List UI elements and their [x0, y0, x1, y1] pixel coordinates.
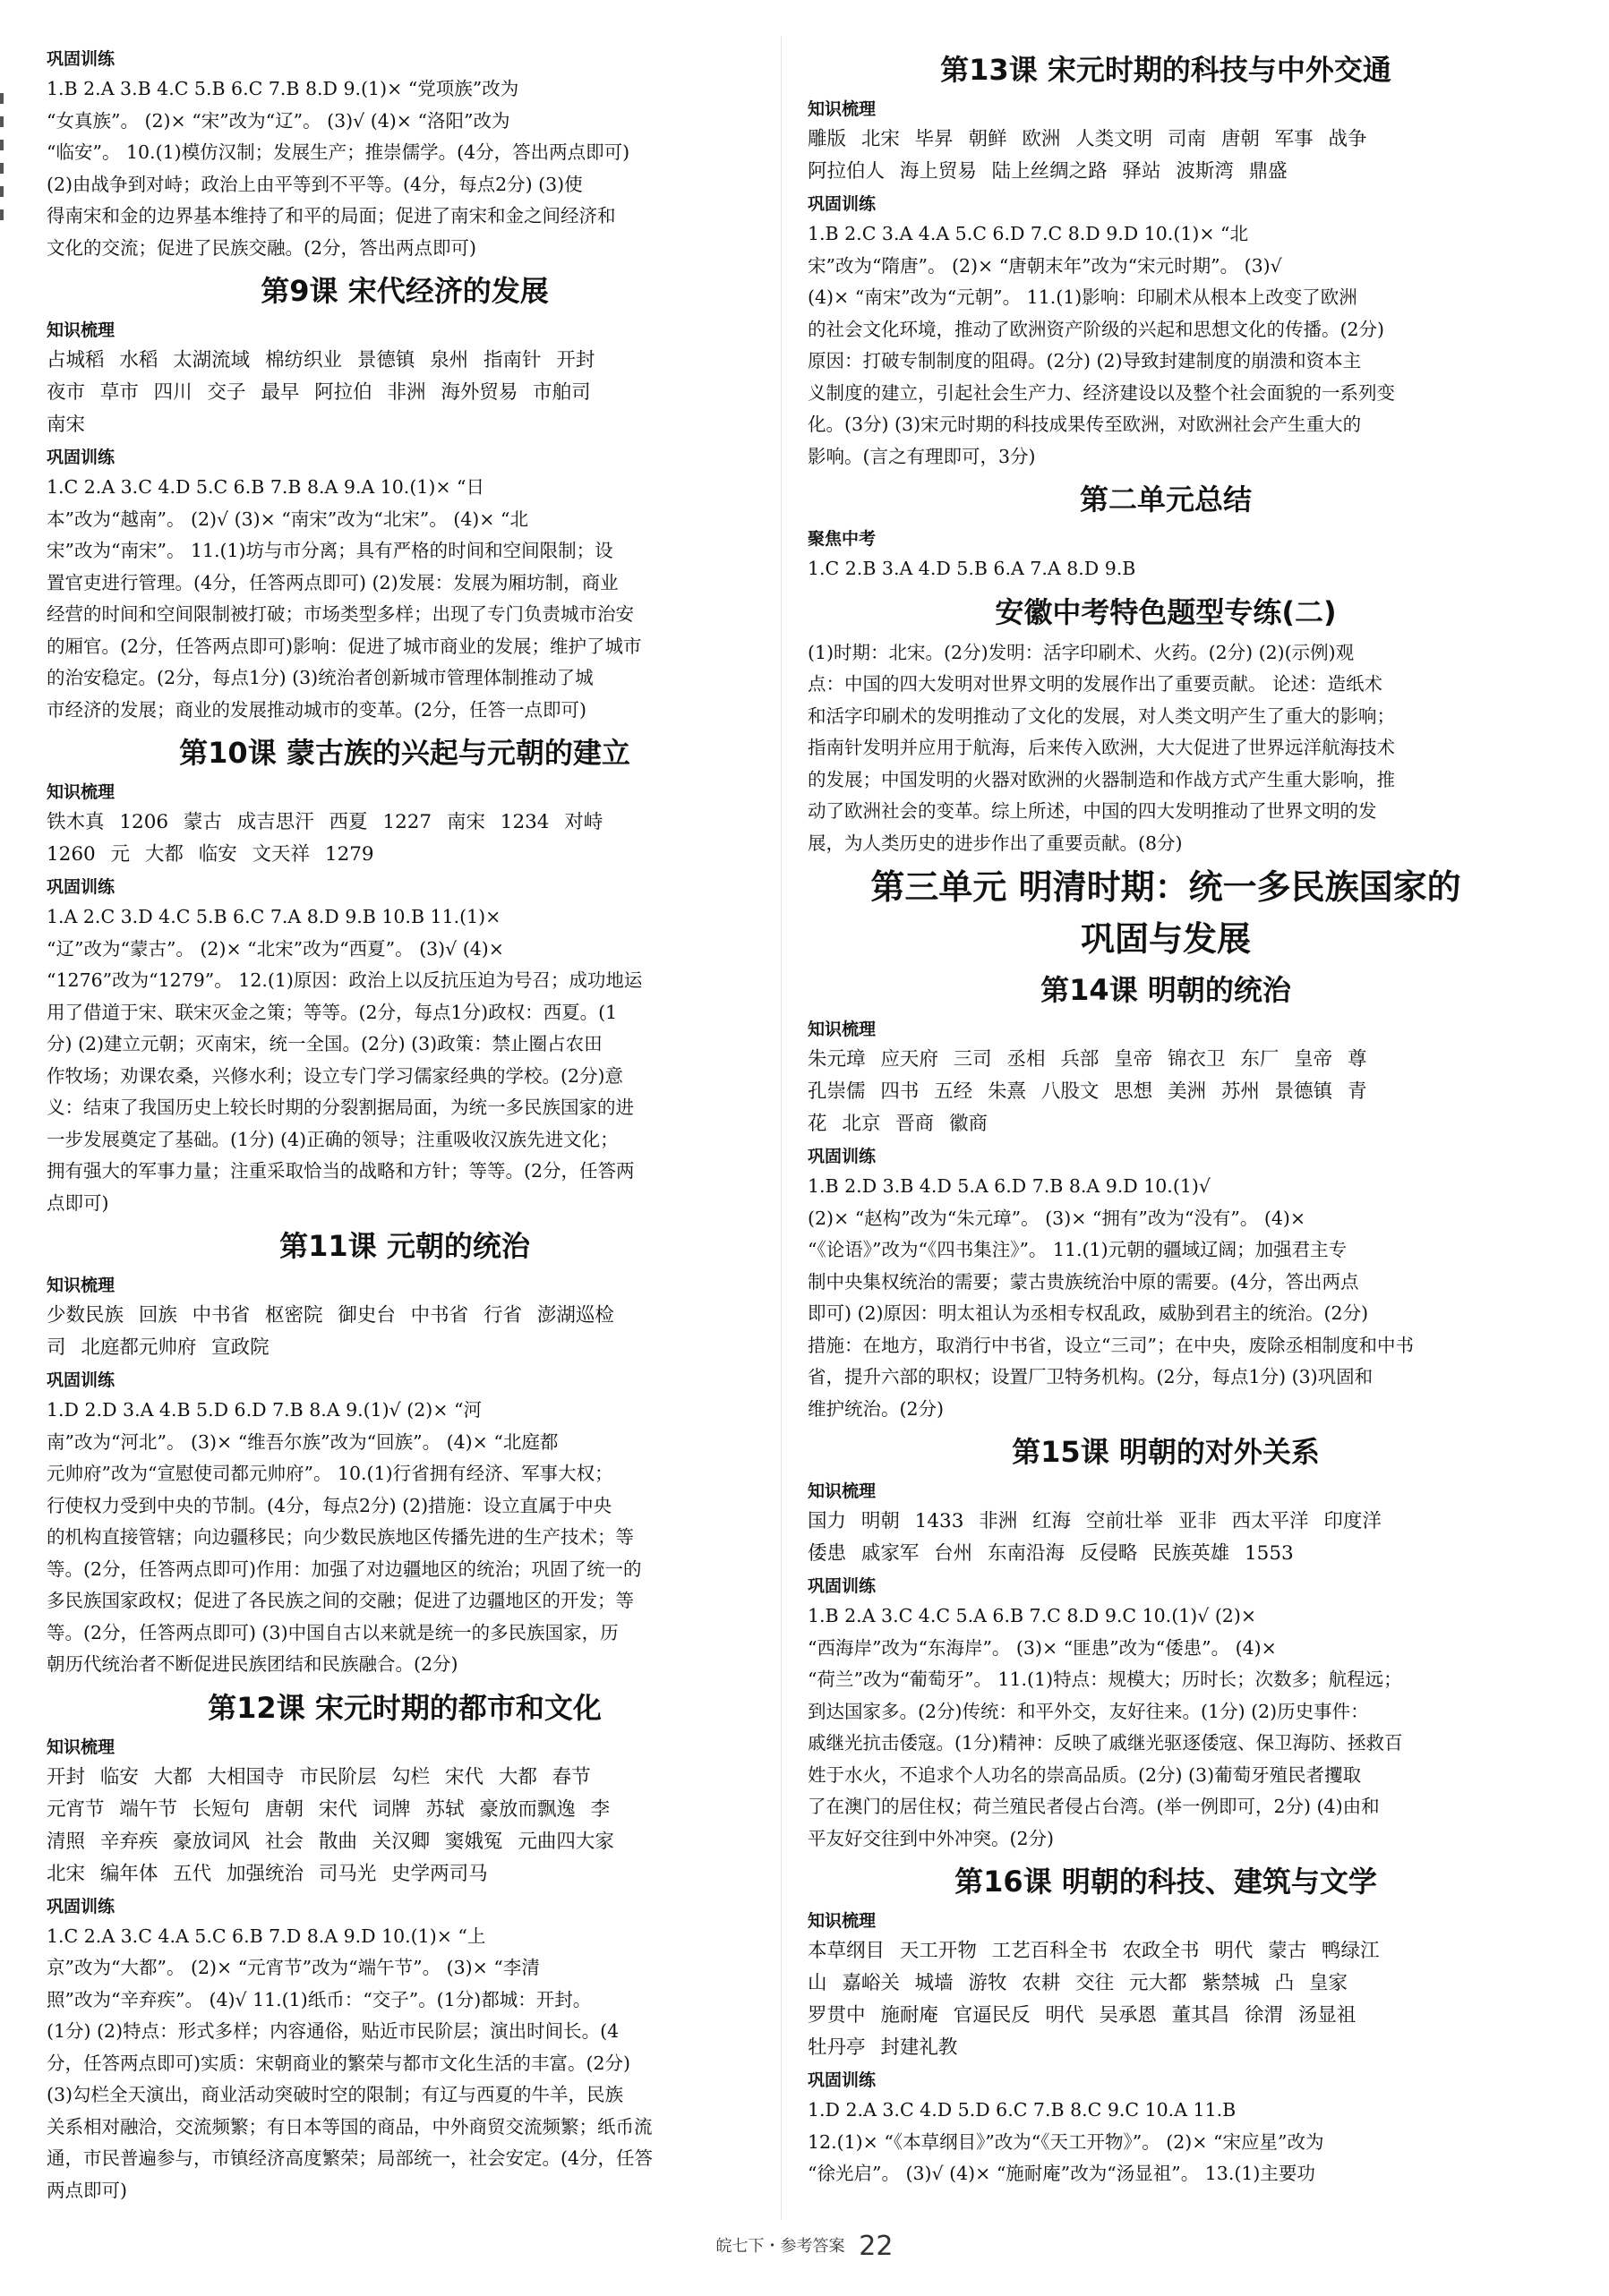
- answer-line: 等。(2分，任答两点即可) (3)中国自古以来就是统一的多民族国家，历: [47, 1621, 619, 1643]
- lesson-title: 第11课 元朝的统治: [279, 1229, 530, 1263]
- answer-line: “女真族”。 (2)× “宋”改为“辽”。 (3)√ (4)× “洛阳”改为: [47, 109, 510, 132]
- answer-line: 1.C 2.B 3.A 4.D 5.B 6.A 7.A 8.D 9.B: [808, 558, 1136, 579]
- answer-line: 的治安稳定。(2分，每点1分) (3)统治者创新城市管理体制推动了城: [47, 667, 594, 688]
- answer-line: 照”改为“辛弃疾”。 (4)√ 11.(1)纸币：“交子”。(1分)都城：开封。: [47, 1988, 592, 2010]
- answer-line: 维护统治。(2分): [808, 1397, 945, 1420]
- keyword-line: 雕版 北宋 毕昇 朝鲜 欧洲 人类文明 司南 唐朝 军事 战争: [808, 128, 1367, 150]
- answer-line: 1.C 2.A 3.C 4.A 5.C 6.B 7.D 8.A 9.D 10.(1)× “上: [47, 1925, 486, 1947]
- keyword-line: 夜市 草市 四川 交子 最早 阿拉伯 非洲 海外贸易 市舶司: [47, 381, 591, 404]
- answer-line: 等。(2分，任答两点即可)作用：加强了对边疆地区的统治；巩固了统一的: [47, 1558, 642, 1580]
- answer-line: 义：结束了我国历史上较长时期的分裂割据局面，为统一多民族国家的进: [47, 1097, 634, 1118]
- answer-line: “辽”改为“蒙古”。 (2)× “北宋”改为“西夏”。 (3)√ (4)×: [47, 937, 504, 960]
- lesson-title: 第10课 蒙古族的兴起与元朝的建立: [179, 736, 630, 770]
- keyword-line: 阿拉伯人 海上贸易 陆上丝绸之路 驿站 波斯湾 鼎盛: [808, 160, 1288, 183]
- answer-line: 拥有强大的军事力量；注重采取恰当的战略和方针；等等。(2分，任答两: [47, 1160, 635, 1182]
- right-column: [808, 43, 1524, 2190]
- answer-line: “荷兰”改为“葡萄牙”。 11.(1)特点：规模大；历时长；次数多；航程远；: [808, 1669, 1402, 1690]
- answer-line: 制中央集权统治的需要；蒙古贵族统治中原的需要。(4分，答出两点: [808, 1270, 1359, 1293]
- answer-line: 用了借道于宋、联宋灭金之策；等等。(2分，每点1分)政权：西夏。(1: [47, 1001, 618, 1023]
- answer-line: 置官吏进行管理。(4分，任答两点即可) (2)发展：发展为厢坊制，商业: [47, 571, 619, 593]
- keyword-line: 国力 明朝 1433 非洲 红海 空前壮举 亚非 西太平洋 印度洋: [808, 1510, 1382, 1532]
- answer-line: 1.B 2.A 3.B 4.C 5.B 6.C 7.B 8.D 9.(1)× “党项族”改为: [47, 78, 519, 99]
- keyword-line: 罗贯中 施耐庵 官逼民反 明代 吴承恩 董其昌 徐渭 汤显祖: [808, 2004, 1357, 2027]
- answer-line: 的社会文化环境，推动了欧洲资产阶级的兴起和思想文化的传播。(2分): [808, 318, 1385, 340]
- answer-line: “《论语》”改为“《四书集注》”。 11.(1)元朝的疆域辽阔；加强君主专: [808, 1239, 1348, 1260]
- answer-line: 行使权力受到中央的节制。(4分，每点2分) (2)措施：设立直属于中央: [47, 1494, 612, 1516]
- answer-line: 京”改为“大都”。 (2)× “元宵节”改为“端午节”。 (3)× “李清: [47, 1957, 540, 1978]
- answer-line: 姓于水火，不追求个人功名的崇高品质。(2分) (3)葡萄牙殖民者攫取: [808, 1763, 1362, 1786]
- keyword-line: 朱元璋 应天府 三司 丞相 兵部 皇帝 锦衣卫 东厂 皇帝 尊: [808, 1048, 1367, 1071]
- answer-line: 动了欧洲社会的变革。综上所述，中国的四大发明推动了世界文明的发: [808, 800, 1377, 822]
- answer-line: 元帅府”改为“宣慰使司都元帅府”。 10.(1)行省拥有经济、军事大权；: [47, 1463, 613, 1484]
- answer-line: 1.D 2.D 3.A 4.B 5.D 6.D 7.B 8.A 9.(1)√ (2)× “河: [47, 1399, 482, 1421]
- keyword-line: 牡丹亭 封建礼教: [808, 2036, 958, 2059]
- keyword-line: 清照 辛弃疾 豪放词风 社会 散曲 关汉卿 窦娥冤 元曲四大家: [47, 1830, 614, 1853]
- lesson-title: 第二单元总结: [1079, 482, 1252, 516]
- answer-line: 关系相对融洽，交流频繁；有日本等国的商品，中外商贸交流频繁；纸币流: [47, 2115, 653, 2138]
- answer-line: “1276”改为“1279”。 12.(1)原因：政治上以反抗压迫为号召；成功地运: [47, 969, 643, 991]
- keyword-line: 元宵节 端午节 长短句 唐朝 宋代 词牌 苏轼 豪放而飘逸 李: [47, 1797, 611, 1821]
- keyword-line: 山 嘉峪关 城墙 游牧 农耕 交往 元大都 紫禁城 凸 皇家: [808, 1972, 1348, 1994]
- answer-line: 通，市民普遍参与，市镇经济高度繁荣；局部统一，社会安定。(4分，任答: [47, 2147, 654, 2169]
- section-label: 巩固训练: [808, 194, 877, 214]
- answer-line: 戚继光抗击倭寇。(1分)精神：反映了戚继光驱逐倭寇、保卫海防、拯救百: [808, 1732, 1403, 1754]
- answer-line: 义制度的建立，引起社会生产力、经济建设以及整个社会面貌的一系列变: [808, 381, 1395, 404]
- answer-line: 两点即可): [47, 2179, 127, 2201]
- keyword-line: 1260 元 大都 临安 文天祥 1279: [47, 843, 374, 866]
- answer-line: 点即可): [47, 1191, 109, 1214]
- keyword-line: 北宋 编年体 五代 加强统治 司马光 史学两司马: [47, 1862, 488, 1885]
- answer-line: “徐光启”。 (3)√ (4)× “施耐庵”改为“汤显祖”。 13.(1)主要功: [808, 2163, 1315, 2184]
- keyword-line: 花 北京 晋商 徽商: [808, 1113, 989, 1135]
- answer-line: 多民族国家政权；促进了各民族之间的交融；促进了边疆地区的开发；等: [47, 1590, 634, 1611]
- keyword-line: 孔崇儒 四书 五经 朱熹 八股文 思想 美洲 苏州 景德镇 青: [808, 1080, 1367, 1103]
- answer-line: 文化的交流；促进了民族交融。(2分，答出两点即可): [47, 236, 477, 259]
- answer-line: 市经济的发展；商业的发展推动城市的变革。(2分，任答一点即可): [47, 698, 587, 721]
- unit-title: 巩固与发展: [1080, 919, 1251, 959]
- section-label: 巩固训练: [47, 49, 116, 69]
- section-label: 巩固训练: [47, 1896, 116, 1916]
- answer-line: 平友好交往到中外冲突。(2分): [808, 1827, 1055, 1849]
- answer-line: 的厢官。(2分，任答两点即可)影响：促进了城市商业的发展；维护了城市: [47, 635, 642, 657]
- answer-line: 1.B 2.D 3.B 4.D 5.A 6.D 7.B 8.A 9.D 10.(1)√: [808, 1175, 1211, 1197]
- lesson-title: 第9课 宋代经济的发展: [261, 274, 549, 308]
- answer-line: 影响。(言之有理即可，3分): [808, 445, 1036, 467]
- lesson-title: 第16课 明朝的科技、建筑与文学: [954, 1865, 1377, 1899]
- section-label: 巩固训练: [808, 2070, 877, 2090]
- answer-line: 宋”改为“隋唐”。 (2)× “唐朝末年”改为“宋元时期”。 (3)√: [808, 254, 1282, 277]
- lesson-title: 第12课 宋元时期的都市和文化: [208, 1690, 602, 1725]
- answer-line: 原因：打破专制制度的阻碍。(2分) (2)导致封建制度的崩溃和资本主: [808, 350, 1362, 371]
- answer-line: 1.B 2.A 3.C 4.C 5.A 6.B 7.C 8.D 9.C 10.(1)√ (2)×: [808, 1605, 1257, 1626]
- page-number: 22: [859, 2231, 894, 2262]
- left-column: [47, 43, 763, 2206]
- section-label: 巩固训练: [47, 877, 116, 897]
- section-label: 巩固训练: [47, 1370, 116, 1390]
- answer-line: 分) (2)建立元朝；灭南宋，统一全国。(2分) (3)政策：禁止圈占农田: [47, 1033, 603, 1054]
- lesson-title: 安徽中考特色题型专练(二): [995, 594, 1337, 629]
- answer-line: 南”改为“河北”。 (3)× “维吾尔族”改为“回族”。 (4)× “北庭都: [47, 1430, 559, 1453]
- answer-line: 1.D 2.A 3.C 4.D 5.D 6.C 7.B 8.C 9.C 10.A 11.B: [808, 2099, 1237, 2121]
- answer-line: (2)由战争到对峙；政治上由平等到不平等。(4分，每点2分) (3)使: [47, 173, 583, 195]
- answer-line: 了在澳门的居住权；荷兰殖民者侵占台湾。(举一例即可，2分) (4)由和: [808, 1796, 1380, 1817]
- answer-line: 展，为人类历史的进步作出了重要贡献。(8分): [808, 832, 1183, 854]
- answer-line: 化。(3分) (3)宋元时期的科技成果传至欧洲，对欧洲社会产生重大的: [808, 414, 1362, 435]
- section-label: 知识梳理: [47, 1737, 116, 1757]
- answer-line: 1.A 2.C 3.D 4.C 5.B 6.C 7.A 8.D 9.B 10.B 11.(1)×: [47, 906, 501, 927]
- answer-line: “临安”。 10.(1)模仿汉制；发展生产；推崇儒学。(4分，答出两点即可): [47, 141, 630, 163]
- lesson-title: 第15课 明朝的对外关系: [1012, 1435, 1320, 1469]
- section-label: 巩固训练: [47, 448, 116, 467]
- keyword-line: 司 北庭都元帅府 宣政院: [47, 1336, 270, 1359]
- answer-line: 分，任答两点即可)实质：宋朝商业的繁荣与都市文化生活的丰富。(2分): [47, 2052, 631, 2074]
- lesson-title: 第14课 明朝的统治: [1040, 973, 1291, 1007]
- section-label: 聚焦中考: [808, 529, 877, 549]
- lesson-title: 第13课 宋元时期的科技与中外交通: [940, 53, 1391, 87]
- section-label: 知识梳理: [808, 1911, 877, 1931]
- section-label: 知识梳理: [47, 1276, 116, 1295]
- answer-line: 指南针发明并应用于航海，后来传入欧洲，大大促进了世界远洋航海技术: [808, 737, 1395, 758]
- answer-line: 1.B 2.C 3.A 4.A 5.C 6.D 7.C 8.D 9.D 10.(1)× “北: [808, 223, 1249, 244]
- section-label: 知识梳理: [47, 320, 116, 340]
- keyword-line: 少数民族 回族 中书省 枢密院 御史台 中书省 行省 澎湖巡检: [47, 1304, 614, 1327]
- answer-line: 本”改为“越南”。 (2)√ (3)× “南宋”改为“北宋”。 (4)× “北: [47, 508, 528, 530]
- keyword-line: 占城稻 水稻 太湖流域 棉纺织业 景德镇 泉州 指南针 开封: [47, 349, 595, 371]
- answer-line: 作牧场；劝课农桑，兴修水利；设立专门学习儒家经典的学校。(2分)意: [47, 1064, 624, 1087]
- footer-label: 皖七下・参考答案: [715, 2237, 845, 2256]
- section-label: 知识梳理: [808, 1020, 877, 1039]
- answer-line: 到达国家多。(2分)传统：和平外交，友好往来。(1分) (2)历史事件：: [808, 1700, 1369, 1722]
- answer-line: 得南宋和金的边界基本维持了和平的局面；促进了南宋和金之间经济和: [47, 205, 616, 226]
- column-divider: [781, 36, 782, 2220]
- page-footer: [0, 2231, 1609, 2262]
- answer-line: 点：中国的四大发明对世界文明的发展作出了重要贡献。 论述：造纸术: [808, 673, 1383, 695]
- section-label: 知识梳理: [808, 99, 877, 119]
- answer-line: “西海岸”改为“东海岸”。 (3)× “匪患”改为“倭患”。 (4)×: [808, 1636, 1277, 1659]
- answer-line: 的发展；中国发明的火器对欧洲的火器制造和作战方式产生重大影响，推: [808, 768, 1395, 790]
- keyword-line: 南宋: [47, 414, 86, 436]
- answer-line: (2)× “赵构”改为“朱元璋”。 (3)× “拥有”改为“没有”。 (4)×: [808, 1207, 1306, 1229]
- answer-line: 即可) (2)原因：明太祖认为丞相专权乱政，威胁到君主的统治。(2分): [808, 1302, 1369, 1324]
- section-label: 知识梳理: [47, 782, 116, 802]
- answer-line: 措施：在地方，取消行中书省，设立“三司”；在中央，废除丞相制度和中书: [808, 1334, 1414, 1356]
- answer-line: 和活字印刷术的发明推动了文化的发展，对人类文明产生了重大的影响；: [808, 704, 1395, 727]
- unit-title: 第三单元 明清时期：统一多民族国家的: [870, 867, 1461, 907]
- answer-line: (3)勾栏全天演出，商业活动突破时空的限制；有辽与西夏的牛羊，民族: [47, 2084, 624, 2105]
- keyword-line: 铁木真 1206 蒙古 成吉思汗 西夏 1227 南宋 1234 对峙: [47, 811, 603, 833]
- keyword-line: 倭患 戚家军 台州 东南沿海 反侵略 民族英雄 1553: [808, 1542, 1294, 1565]
- answer-line: 12.(1)× “《本草纲目》”改为“《天工开物》”。 (2)× “宋应星”改为: [808, 2130, 1324, 2153]
- keyword-line: 开封 临安 大都 大相国寺 市民阶层 勾栏 宋代 大都 春节: [47, 1765, 591, 1788]
- answer-line: (4)× “南宋”改为“元朝”。 11.(1)影响：印刷术从根本上改变了欧洲: [808, 286, 1357, 308]
- answer-line: 宋”改为“南宋”。 11.(1)坊与市分离；具有严格的时间和空间限制；设: [47, 540, 613, 561]
- keyword-line: 本草纲目 天工开物 工艺百科全书 农政全书 明代 蒙古 鸭绿江: [808, 1940, 1380, 1962]
- answer-line: 一步发展奠定了基础。(1分) (4)正确的领导；注重吸收汉族先进文化；: [47, 1128, 619, 1150]
- answer-line: 经营的时间和空间限制被打破；市场类型多样；出现了专门负责城市治安: [47, 603, 634, 625]
- answer-line: 的机构直接管辖；向边疆移民；向少数民族地区传播先进的生产技术；等: [47, 1526, 634, 1548]
- section-label: 巩固训练: [808, 1147, 877, 1166]
- answer-line: (1分) (2)特点：形式多样；内容通俗，贴近市民阶层；演出时间长。(4: [47, 2020, 620, 2042]
- section-label: 巩固训练: [808, 1576, 877, 1596]
- answer-line: 1.C 2.A 3.C 4.D 5.C 6.B 7.B 8.A 9.A 10.(1)× “日: [47, 476, 485, 498]
- answer-line: 朝历代统治者不断促进民族团结和民族融合。(2分): [47, 1653, 458, 1675]
- section-label: 知识梳理: [808, 1481, 877, 1501]
- answer-line: (1)时期：北宋。(2分)发明：活字印刷术、火药。(2分) (2)(示例)观: [808, 641, 1355, 663]
- edge-binding-marks: [0, 81, 5, 313]
- answer-line: 省，提升六部的职权；设置厂卫特务机构。(2分，每点1分) (3)巩固和: [808, 1366, 1374, 1387]
